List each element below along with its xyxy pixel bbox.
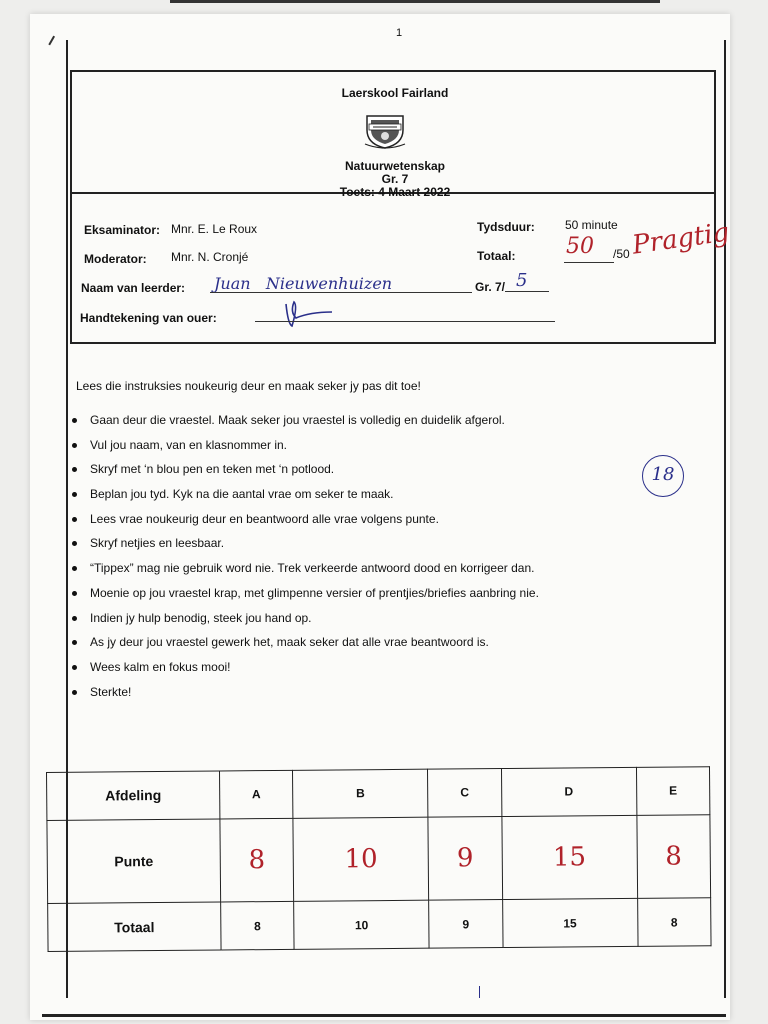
section-header: B bbox=[293, 769, 429, 818]
subject-name: Natuurwetenskap bbox=[344, 159, 446, 173]
instruction-item: Sterkte! bbox=[60, 680, 680, 705]
instruction-item: Skryf met ‘n blou pen en teken met ‘n potlood. bbox=[60, 457, 680, 482]
instruction-item: Lees vrae noukeurig deur en beantwoord alle vrae volgens punte. bbox=[60, 507, 680, 532]
instruction-item: Wees kalm en fokus mooi! bbox=[60, 655, 680, 680]
marks-table bbox=[46, 766, 712, 952]
bullet-icon bbox=[72, 640, 77, 645]
table-row bbox=[47, 767, 710, 821]
duration-value: 50 minute bbox=[565, 218, 618, 232]
school-name: Laerskool Fairland bbox=[341, 86, 449, 100]
instruction-item: Vul jou naam, van en klasnommer in. bbox=[60, 433, 680, 458]
signature-line bbox=[255, 321, 555, 322]
bullet-icon bbox=[72, 492, 77, 497]
instruction-item: “Tippex” mag nie gebruik word nie. Trek verkeerde antwoord dood en korrigeer dan. bbox=[60, 556, 680, 581]
examiner-label: Eksaminator: bbox=[84, 223, 161, 237]
total-row-label: Totaal bbox=[48, 902, 221, 951]
points-row-label: Punte bbox=[47, 819, 221, 904]
instruction-item: As jy deur jou vraestel gewerk het, maak seker dat alle vrae beantwoord is. bbox=[60, 630, 680, 655]
instruction-item: Gaan deur die vraestel. Maak seker jou vraestel is volledig en duidelik afgerol. bbox=[60, 408, 680, 433]
parent-signature-label: Handtekening van ouer: bbox=[80, 311, 217, 325]
instruction-item: Skryf netjies en leesbaar. bbox=[60, 531, 680, 556]
instructions-list bbox=[60, 408, 680, 704]
pen-mark bbox=[479, 986, 480, 998]
instruction-item: Indien jy hulp benodig, steek jou hand op. bbox=[60, 606, 680, 631]
page-number: 1 bbox=[396, 27, 403, 39]
school-crest-icon bbox=[363, 110, 407, 150]
moderator-label: Moderator: bbox=[84, 252, 147, 266]
scan-top-edge bbox=[170, 0, 660, 3]
section-header: A bbox=[219, 770, 293, 819]
table-row bbox=[48, 898, 711, 952]
section-total: 8 bbox=[637, 898, 711, 947]
points-handwritten: 8 bbox=[220, 818, 294, 902]
points-handwritten: 10 bbox=[293, 817, 429, 901]
grade-heading: Gr. 7 bbox=[381, 172, 409, 186]
learner-name-handwritten: Juan Nieuwenhuizen bbox=[214, 274, 393, 293]
bullet-icon bbox=[72, 566, 77, 571]
learner-name-line bbox=[210, 292, 472, 293]
moderator-value: Mnr. N. Cronjé bbox=[171, 250, 249, 264]
total-score-line bbox=[564, 262, 614, 263]
points-handwritten: 9 bbox=[428, 816, 502, 900]
praise-handwritten: Pragtig bbox=[630, 217, 732, 261]
circled-mark-handwritten: 18 bbox=[642, 455, 684, 497]
instruction-item: Moenie op jou vraestel krap, met glimpenne versier of prentjies/briefies aanbring nie. bbox=[60, 581, 680, 606]
section-total: 10 bbox=[294, 900, 430, 949]
bottom-rule bbox=[42, 1014, 726, 1017]
learner-name-label: Naam van leerder: bbox=[81, 281, 186, 295]
section-total: 15 bbox=[502, 898, 638, 947]
instruction-item: Beplan jou tyd. Kyk na die aantal vrae om seker te maak. bbox=[60, 482, 680, 507]
table-row bbox=[47, 815, 711, 904]
section-header: E bbox=[636, 767, 710, 816]
total-label: Totaal: bbox=[477, 249, 516, 263]
grade-class-line bbox=[505, 291, 549, 292]
parent-signature-icon bbox=[276, 298, 336, 330]
bullet-icon bbox=[72, 541, 77, 546]
bullet-icon bbox=[72, 443, 77, 448]
section-total: 8 bbox=[221, 901, 295, 950]
section-total: 9 bbox=[429, 900, 503, 949]
bullet-icon bbox=[72, 665, 77, 670]
section-row-label: Afdeling bbox=[47, 771, 220, 820]
bullet-icon bbox=[72, 467, 77, 472]
bullet-icon bbox=[72, 418, 77, 423]
total-score-handwritten: 50 bbox=[566, 234, 594, 259]
points-handwritten: 15 bbox=[501, 815, 637, 899]
section-header: C bbox=[428, 769, 502, 818]
bullet-icon bbox=[72, 517, 77, 522]
grade-class-handwritten: 5 bbox=[516, 270, 528, 291]
section-header: D bbox=[501, 767, 637, 816]
grade-class-label: Gr. 7/ bbox=[475, 280, 506, 294]
points-handwritten: 8 bbox=[637, 815, 711, 899]
instructions-intro: Lees die instruksies noukeurig deur en maak seker jy pas dit toe! bbox=[76, 379, 421, 393]
duration-label: Tydsduur: bbox=[477, 220, 535, 234]
total-max: /50 bbox=[613, 247, 630, 261]
bullet-icon bbox=[72, 616, 77, 621]
examiner-value: Mnr. E. Le Roux bbox=[171, 222, 258, 236]
test-date: Toets: 4 Maart 2022 bbox=[339, 185, 451, 199]
bullet-icon bbox=[72, 591, 77, 596]
bullet-icon bbox=[72, 690, 77, 695]
